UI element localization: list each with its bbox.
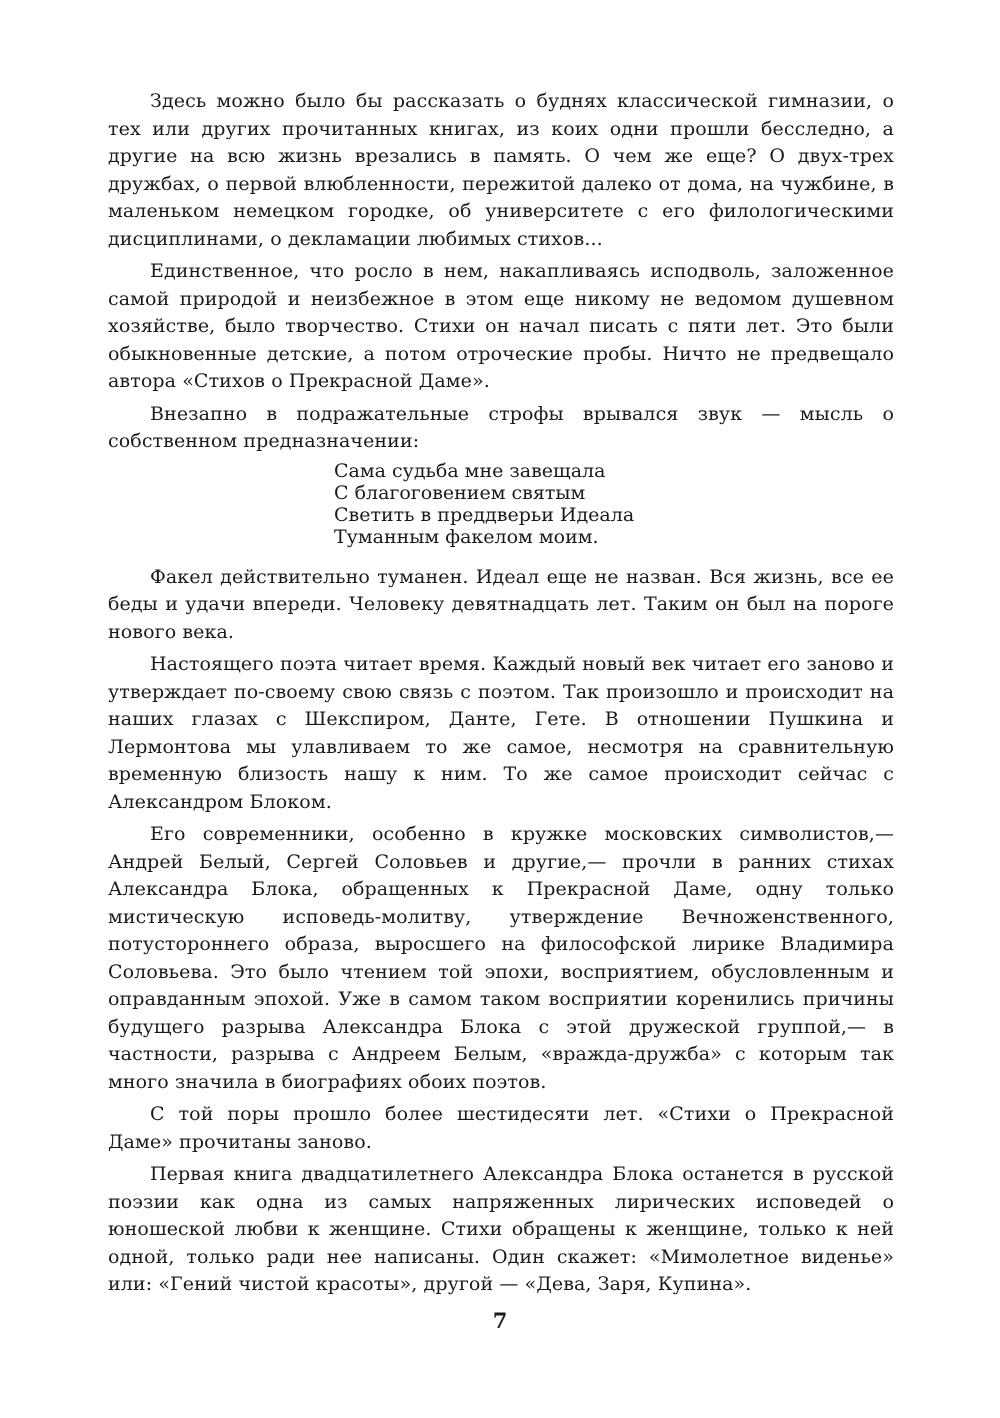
paragraph-contemporaries: Его современники, особенно в кружке московских символистов,— Андрей Белый, Сергей Соловьев и другие,— прочли в ранних стихах Александра Блока, обращенных к Прекрасной Даме, одну только мистическую исповедь-молитву, утверждение Вечноженственного, потустороннего образа, выросшего на философской лирике Владимира Соловьева. Это было чтением той эпохи, восприятием, обусловленным и оправданным эпохой. Уже в самом таком восприятии коренились причины будущего разрыва Александра Блока с этой дружеской группой,— в частности, разрыва с Андреем Белым, «вражда-дружба» с которым так много значила в биографиях обоих поэтов. (108, 823, 894, 1093)
page-body (108, 88, 894, 1388)
paragraph-gymnasium: Здесь можно было бы рассказать о буднях классической гимназии, о тех или других прочитанных книгах, из коих одни прошли бесследно, а другие на всю жизнь врезались в память. О чем же еще? О двух-трех дружбах, о первой влюбленности, пережитой далеко от дома, на чужбине, в маленьком немецком городке, об университете с его филологическими дисциплинами, о декламации любимых стихов... (108, 90, 894, 250)
paragraph-destiny: Внезапно в подражательные строфы врывался звук — мысль о собственном предназначении: (108, 402, 894, 452)
paragraph-first-book: Первая книга двадцатилетнего Александра Блока останется в русской поэзии как одна из самых напряженных лирических исповедей о юношеской любви к женщине. Стихи обращены к женщине, только к ней одной, только ради нее написаны. Один скажет: «Мимолетное виденье» или: «Гений чистой красоты», другой — «Дева, Заря, Купина». (108, 1163, 894, 1295)
verse-quote (334, 460, 894, 548)
paragraph-creativity: Единственное, что росло в нем, накапливаясь исподволь, заложенное самой природой и неизбежное в этом еще никому не ведомом душевном хозяйстве, было творчество. Стихи он начал писать с пяти лет. Это были обыкновенные детские, а потом отроческие пробы. Ничто не предвещало автора «Стихов о Прекрасной Даме». (108, 260, 894, 392)
verse-line: Сама судьба мне завещала (334, 459, 606, 482)
verse-line: С благоговением святым (334, 481, 586, 504)
paragraph-time-reads-poet: Настоящего поэта читает время. Каждый новый век читает его заново и утверждает по-своему свою связь с поэтом. Так произошло и происходит на наших глазах с Шекспиром, Данте, Гете. В отношении Пушкина и Лермонтова мы улавливаем то же самое, несмотря на сравнительную временную близость нашу к ним. То же самое происходит сейчас с Александром Блоком. (108, 653, 894, 813)
paragraph-sixty-years: С той поры прошло более шестидесяти лет. «Стихи о Прекрасной Даме» прочитаны заново. (108, 1103, 894, 1153)
page-number: 7 (492, 1308, 508, 1333)
paragraph-torch: Факел действительно туманен. Идеал еще не назван. Вся жизнь, все ее беды и удачи впереди. Человеку девятнадцать лет. Таким он был на пороге нового века. (108, 565, 894, 643)
verse-line: Туманным факелом моим. (334, 525, 599, 548)
verse-line: Светить в преддверьи Идеала (334, 503, 635, 526)
